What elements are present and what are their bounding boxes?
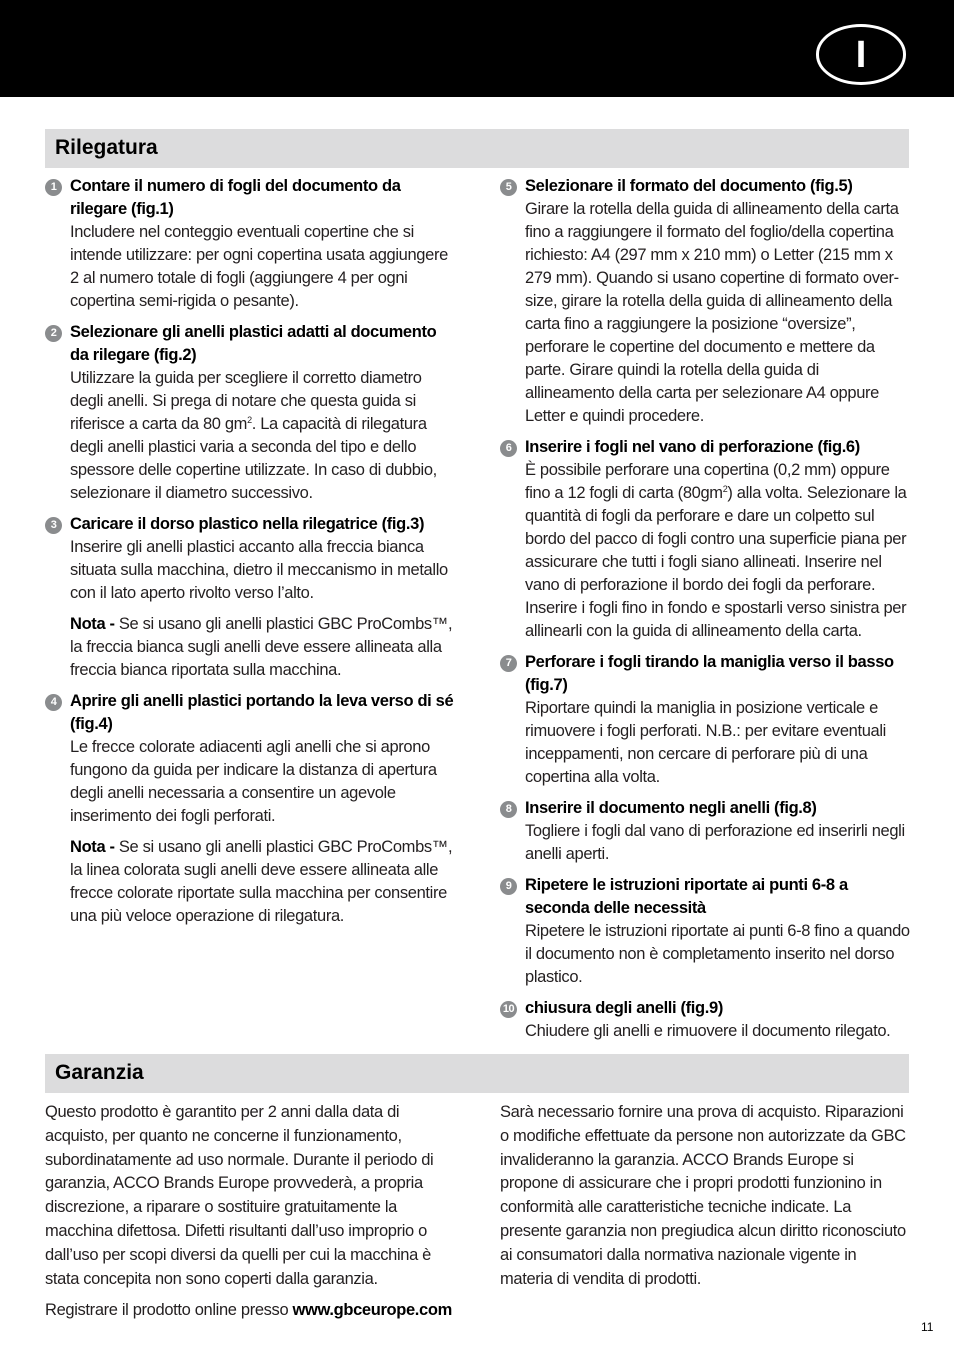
step-number-badge: 10 [500, 1001, 517, 1018]
step-title: Selezionare gli anelli plastici adatti al documento da rilegare (fig.2) [70, 323, 437, 364]
step-body [525, 459, 910, 643]
step-body: Togliere i fogli dal vano di perforazione ed inserirli negli anelli aperti. [525, 822, 905, 863]
section-header-garanzia [45, 1054, 909, 1093]
step-title: Caricare il dorso plastico nella rilegatrice (fig.3) [70, 515, 425, 533]
warranty-paragraph: Questo prodotto è garantito per 2 anni dalla data di acquisto, per quanto ne concerne il funzionamento, subordinatamente ad uso normale. Durante il periodo di garanzia, ACCO Brands Europe provvederà, a propria discrezione, a riparare o sostituire gratuitamente la macchina difettosa. Difetti risultanti dall’uso improprio o dall’uso per scopi diversi da quelli per cui la macchina è stata concepita non sono coperti dalla garanzia. [45, 1103, 434, 1288]
step-2 [45, 321, 455, 505]
step-number-badge: 5 [500, 179, 517, 196]
garanzia-right-column [500, 1101, 910, 1299]
step-7 [500, 651, 910, 789]
rilegatura-right-column [500, 175, 910, 1051]
step-body: Inserire gli anelli plastici accanto alla freccia bianca situata sulla macchina, dietro il meccanismo in metallo con il lato aperto rivolto verso l’alto. [70, 538, 448, 602]
step-title: Contare il numero di fogli del documento da rilegare (fig.1) [70, 177, 401, 218]
step-9 [500, 874, 910, 989]
step-title: Aprire gli anelli plastici portando la leva verso di sé (fig.4) [70, 692, 454, 733]
registration-line [45, 1299, 455, 1323]
warranty-paragraph: Sarà necessario fornire una prova di acquisto. Riparazioni o modifiche effettuate da persone non autorizzate da GBC invalideranno la garanzia. ACCO Brands Europe si propone di assicurare che i propri prodotti funzionino in conformità alle caratteristiche tecniche indicate. La presente garanzia non pregiudica alcun diritto riconosciuto ai consumatori dalla normativa nazionale vigente in materia di vendita di prodotti. [500, 1103, 906, 1288]
step-title: Perforare i fogli tirando la maniglia verso il basso (fig.7) [525, 653, 894, 694]
step-4 [45, 690, 455, 828]
step-8 [500, 797, 910, 866]
step-number-badge: 8 [500, 801, 517, 818]
step-number-badge: 1 [45, 179, 62, 196]
step-5 [500, 175, 910, 428]
superscript: 2 [722, 484, 728, 494]
note-text: Se si usano gli anelli plastici GBC ProCombs™, la linea colorata sugli anelli deve essere allineata alle frecce colorate riportate sulla macchina per consentire una più veloce operazione di rilegatura. [70, 838, 453, 925]
step-title: Inserire il documento negli anelli (fig.8) [525, 799, 817, 817]
step-title: Ripetere le istruzioni riportate ai punti 6-8 a seconda delle necessità [525, 876, 848, 917]
step-body-text: È possibile perforare una copertina (0,2 mm) oppure fino a 12 fogli di carta (80gm [525, 461, 890, 502]
section-title-garanzia: Garanzia [55, 1061, 144, 1084]
step-body-text: . La capacità di rilegatura degli anelli plastici varia a seconda del tipo e dello spessore delle copertine utilizzate. In caso di dubbio, selezionare il diametro successivo. [70, 415, 437, 502]
step-number-badge: 7 [500, 655, 517, 672]
step-body: Riportare quindi la maniglia in posizione verticale e rimuovere i fogli perforati. N.B.: per evitare eventuali inceppamenti, non cercare di perforare più di una copertina alla volta. [525, 699, 886, 786]
note-label: Nota - [70, 615, 115, 633]
header-bar [0, 0, 954, 97]
website-link[interactable]: www.gbceurope.com [292, 1301, 452, 1320]
step-3 [45, 513, 455, 605]
step-body-text: Utilizzare la guida per scegliere il corretto diametro degli anelli. Si prega di notare che questa guida si riferisce a carta da 80 gm [70, 369, 422, 433]
step-title: Inserire i fogli nel vano di perforazione (fig.6) [525, 438, 860, 456]
step-title: chiusura degli anelli (fig.9) [525, 999, 723, 1017]
page-number: 11 [921, 1320, 934, 1334]
step-1 [45, 175, 455, 313]
note-text: Se si usano gli anelli plastici GBC ProCombs™, la freccia bianca sugli anelli deve essere allineata alla freccia bianca riportata sulla macchina. [70, 615, 453, 679]
step-10 [500, 997, 910, 1043]
step-number-badge: 3 [45, 517, 62, 534]
section-header-rilegatura [45, 129, 909, 168]
step-number-badge: 9 [500, 878, 517, 895]
step-number-badge: 4 [45, 694, 62, 711]
step-number-badge: 2 [45, 325, 62, 342]
step-body-text: ) alla volta. Selezionare la quantità di fogli da perforare e dare un colpetto sul bordo del pacco di fogli contro una superficie piana per assicurare che tutti i fogli siano allineati. Inserire nel vano di perforazione il bordo dei fogli da perforare. Inserire i fogli fino in fondo e spostarli verso sinistra per allinearli con la guida di allineamento della carta. [525, 484, 907, 640]
step-6 [500, 436, 910, 643]
step-title: Selezionare il formato del documento (fig.5) [525, 177, 853, 195]
rilegatura-left-column [45, 175, 455, 936]
language-badge: I [816, 24, 906, 85]
step-body: Ripetere le istruzioni riportate ai punti 6-8 fino a quando il documento non è completamento inserito nel dorso plastico. [525, 922, 910, 986]
step-body: Girare la rotella della guida di allineamento della carta fino a raggiungere il formato del foglio/della copertina richiesto: A4 (297 mm x 210 mm) o Letter (215 mm x 279 mm). Quando si usano copertine di formato over-size, girare la rotella della guida di allineamento della carta fino a raggiungere la posizione “oversize”, perforare le copertine del documento e mettere da parte. Girare quindi la rotella della guida di allineamento della carta per selezionare A4 oppure Letter e quindi procedere. [525, 200, 899, 425]
registration-text: Registrare il prodotto online presso [45, 1301, 293, 1320]
garanzia-left-column [45, 1101, 455, 1331]
step-4-note [45, 836, 455, 928]
superscript: 2 [247, 415, 252, 425]
section-title-rilegatura: Rilegatura [55, 136, 158, 159]
step-number-badge: 6 [500, 440, 517, 457]
step-body: Chiudere gli anelli e rimuovere il documento rilegato. [525, 1022, 891, 1040]
step-3-note [45, 613, 455, 682]
note-label: Nota - [70, 838, 115, 856]
step-body [70, 367, 455, 505]
step-body: Le frecce colorate adiacenti agli anelli che si aprono fungono da guida per indicare la distanza di apertura degli anelli necessaria a consentire un agevole inserimento dei fogli perforati. [70, 738, 437, 825]
step-body: Includere nel conteggio eventuali copertine che si intende utilizzare: per ogni copertina usata aggiungere 2 al numero totale di fogli (aggiungere 4 per ogni copertina semi-rigida o pesante). [70, 223, 448, 310]
